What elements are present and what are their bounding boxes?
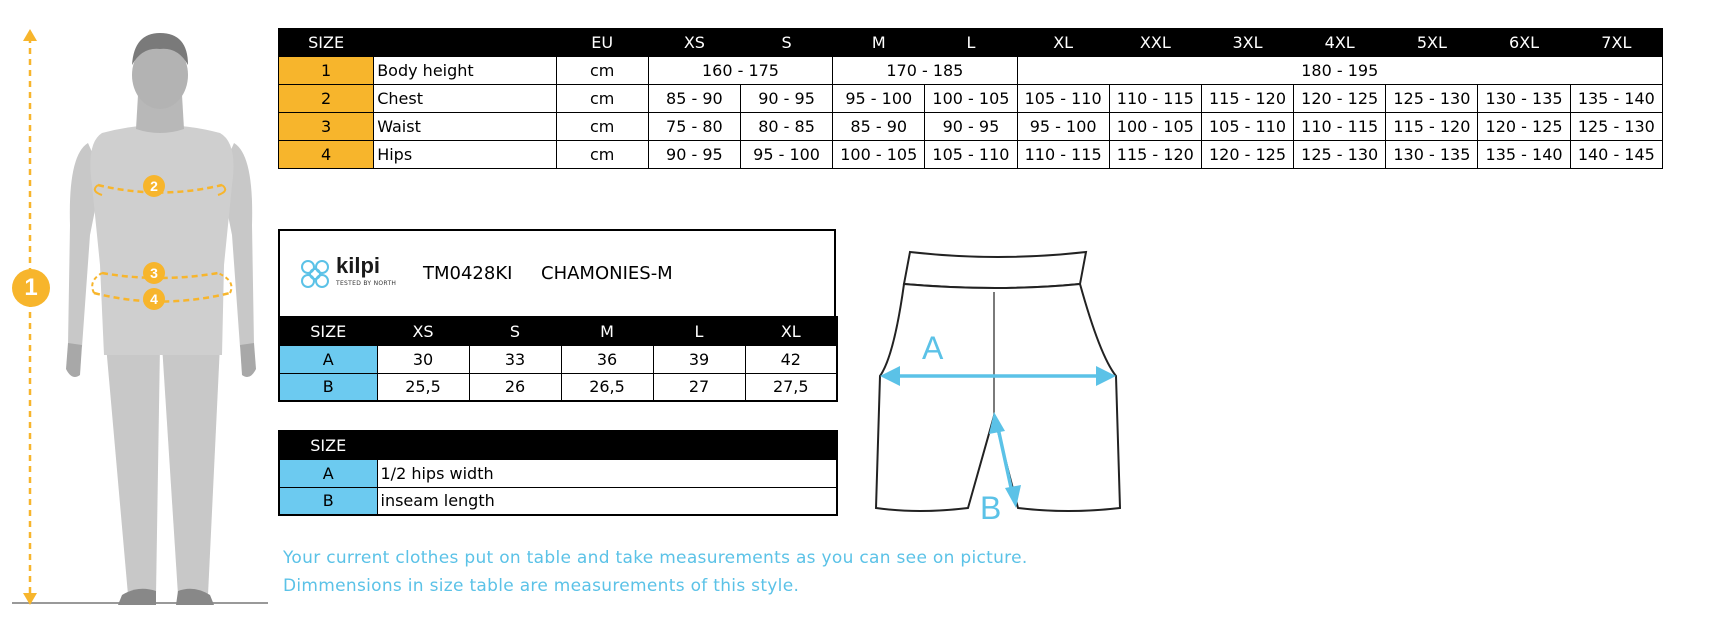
table-row-chest	[279, 85, 1663, 113]
marker-hips-label: 4	[150, 291, 158, 307]
height-range-xs-s: 160 - 175	[648, 57, 832, 85]
legend-text: 1/2 hips width	[377, 459, 837, 487]
table-cell: 115 - 120	[1109, 141, 1201, 169]
table-row-waist	[279, 113, 1663, 141]
table-cell: 85 - 90	[833, 113, 925, 141]
table-cell: 95 - 100	[740, 141, 832, 169]
header-xs: XS	[377, 317, 469, 345]
row-unit: cm	[556, 85, 648, 113]
table-cell: 95 - 100	[1017, 113, 1109, 141]
header-xl: XL	[745, 317, 837, 345]
header-m: M	[833, 29, 925, 57]
shorts-label-b: B	[980, 490, 1002, 526]
marker-hips	[143, 288, 165, 310]
header-4xl: 4XL	[1294, 29, 1386, 57]
table-cell: 80 - 85	[740, 113, 832, 141]
row-label: Hips	[374, 141, 556, 169]
product-size-table	[278, 316, 838, 402]
row-number: 1	[279, 57, 374, 85]
row-unit: cm	[556, 141, 648, 169]
table-cell: 27	[653, 373, 745, 401]
height-range-m-l: 170 - 185	[833, 57, 1017, 85]
table-cell: 120 - 125	[1294, 85, 1386, 113]
row-key: A	[279, 345, 377, 373]
main-size-table	[278, 28, 1663, 169]
table-cell: 100 - 105	[1109, 113, 1201, 141]
header-7xl: 7XL	[1570, 29, 1662, 57]
header-xs: XS	[648, 29, 740, 57]
marker-waist-label: 3	[150, 265, 158, 281]
table-row-b	[279, 373, 837, 401]
legend-text: inseam length	[377, 487, 837, 515]
table-cell: 115 - 120	[1386, 113, 1478, 141]
table-row-body-height	[279, 57, 1663, 85]
main-table-header	[279, 29, 1663, 57]
body-figure	[10, 25, 270, 610]
header-6xl: 6XL	[1478, 29, 1570, 57]
row-number: 4	[279, 141, 374, 169]
legend-header-blank	[377, 431, 837, 459]
product-header	[278, 229, 836, 316]
header-size: SIZE	[279, 29, 374, 57]
table-cell: 85 - 90	[648, 85, 740, 113]
shorts-illustration	[868, 246, 1128, 536]
brand-tagline: TESTED BY NORTH	[336, 280, 397, 287]
table-cell: 115 - 120	[1201, 85, 1293, 113]
table-cell: 135 - 140	[1478, 141, 1570, 169]
table-cell: 26,5	[561, 373, 653, 401]
row-label: Waist	[374, 113, 556, 141]
header-xl: XL	[1017, 29, 1109, 57]
table-cell: 30	[377, 345, 469, 373]
product-name: CHAMONIES-M	[541, 263, 673, 284]
table-cell: 33	[469, 345, 561, 373]
table-cell: 110 - 115	[1294, 113, 1386, 141]
table-cell: 27,5	[745, 373, 837, 401]
table-cell: 120 - 125	[1478, 113, 1570, 141]
height-range-xl-7xl: 180 - 195	[1017, 57, 1662, 85]
table-cell: 26	[469, 373, 561, 401]
table-cell: 140 - 145	[1570, 141, 1662, 169]
table-cell: 105 - 110	[1201, 113, 1293, 141]
table-cell: 25,5	[377, 373, 469, 401]
table-cell: 42	[745, 345, 837, 373]
table-cell: 135 - 140	[1570, 85, 1662, 113]
header-size: SIZE	[279, 317, 377, 345]
shorts-label-a: A	[922, 330, 944, 366]
table-cell: 95 - 100	[833, 85, 925, 113]
table-cell: 130 - 135	[1478, 85, 1570, 113]
brand-name: kilpi	[336, 253, 381, 278]
header-3xl: 3XL	[1201, 29, 1293, 57]
legend-header-size: SIZE	[279, 431, 377, 459]
measurement-note-1: Your current clothes put on table and take measurements as you can see on picture.	[283, 548, 1028, 568]
product-table-header	[279, 317, 837, 345]
table-cell: 75 - 80	[648, 113, 740, 141]
header-5xl: 5XL	[1386, 29, 1478, 57]
table-cell: 105 - 110	[1017, 85, 1109, 113]
legend-key: A	[279, 459, 377, 487]
row-unit: cm	[556, 113, 648, 141]
measurement-note-2: Dimmensions in size table are measurements of this style.	[283, 576, 800, 596]
marker-chest	[143, 175, 165, 197]
table-cell: 125 - 130	[1570, 113, 1662, 141]
kilpi-logo	[296, 253, 406, 295]
table-cell: 110 - 115	[1017, 141, 1109, 169]
table-cell: 110 - 115	[1109, 85, 1201, 113]
table-row-a	[279, 345, 837, 373]
kilpi-knot-icon	[296, 255, 334, 293]
row-number: 2	[279, 85, 374, 113]
row-unit: cm	[556, 57, 648, 85]
header-eu: EU	[556, 29, 648, 57]
header-m: M	[561, 317, 653, 345]
table-cell: 90 - 95	[740, 85, 832, 113]
table-cell: 39	[653, 345, 745, 373]
row-number: 3	[279, 113, 374, 141]
marker-height-label: 1	[24, 274, 38, 301]
table-cell: 90 - 95	[648, 141, 740, 169]
header-s: S	[740, 29, 832, 57]
row-key: B	[279, 373, 377, 401]
table-cell: 125 - 130	[1294, 141, 1386, 169]
marker-height	[12, 269, 50, 307]
header-l: L	[925, 29, 1017, 57]
header-l: L	[653, 317, 745, 345]
header-xxl: XXL	[1109, 29, 1201, 57]
row-label: Body height	[374, 57, 556, 85]
table-cell: 120 - 125	[1201, 141, 1293, 169]
table-row-hips	[279, 141, 1663, 169]
marker-chest-label: 2	[150, 178, 158, 194]
legend-table	[278, 430, 838, 516]
product-code: TM0428KI	[423, 263, 513, 284]
table-cell: 90 - 95	[925, 113, 1017, 141]
table-cell: 100 - 105	[925, 85, 1017, 113]
table-cell: 36	[561, 345, 653, 373]
legend-header	[279, 431, 837, 459]
legend-key: B	[279, 487, 377, 515]
header-blank	[374, 29, 556, 57]
header-s: S	[469, 317, 561, 345]
marker-waist	[143, 262, 165, 284]
row-label: Chest	[374, 85, 556, 113]
table-cell: 130 - 135	[1386, 141, 1478, 169]
table-cell: 100 - 105	[833, 141, 925, 169]
table-cell: 125 - 130	[1386, 85, 1478, 113]
legend-row-b	[279, 487, 837, 515]
table-cell: 105 - 110	[925, 141, 1017, 169]
legend-row-a	[279, 459, 837, 487]
body-figure-illustration	[10, 25, 270, 610]
